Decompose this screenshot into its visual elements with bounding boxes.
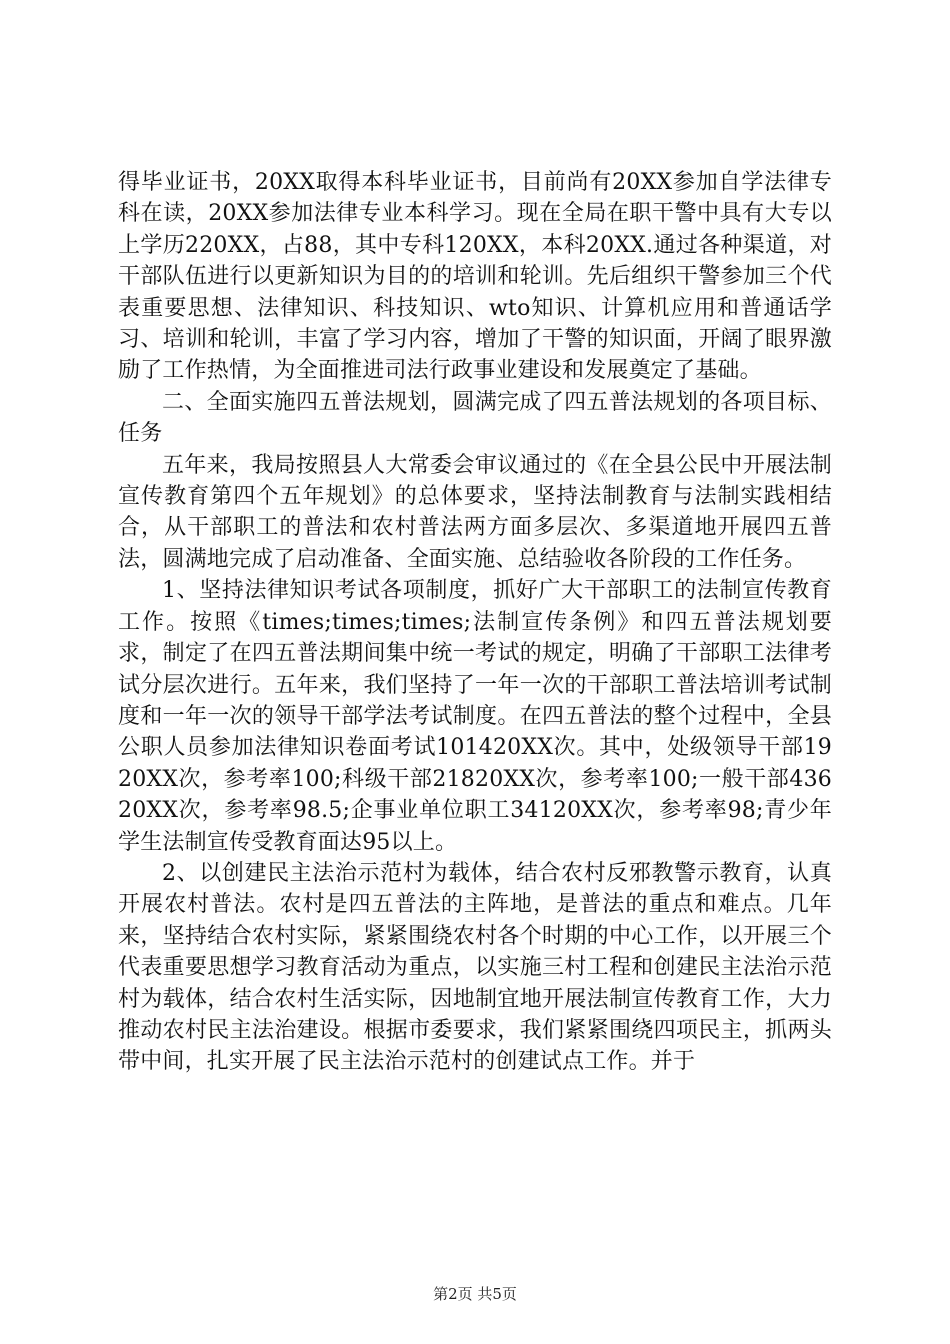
document-body: [118, 167, 832, 1078]
paragraph-item-two: 2、以创建民主法治示范村为载体，结合农村反邪教警示教育，认真开展农村普法。农村是四五普法的主阵地，是普法的重点和难点。几年来，坚持结合农村实际，紧紧围绕农村各个时期的中心工作，以开展三个代表重要思想学习教育活动为重点，以实施三村工程和创建民主法治示范村为载体，结合农村生活实际，因地制宜地开展法制宣传教育工作，大力推动农村民主法治建设。根据市委要求，我们紧紧围绕四项民主，抓两头带中间，扎实开展了民主法治示范村的创建试点工作。并于: [118, 860, 832, 1075]
paragraph-item-one: 1、坚持法律知识考试各项制度，抓好广大干部职工的法制宣传教育工作。按照《times;times;times;法制宣传条例》和四五普法规划要求，制定了在四五普法期间集中统一考试的规定，明确了干部职工法律考试分层次进行。五年来，我们坚持了一年一次的干部职工普法培训考试制度和一年一次的领导干部学法考试制度。在四五普法的整个过程中，全县公职人员参加法律知识卷面考试101420XX次。其中，处级领导干部1920XX次，参考率100;科级干部21820XX次，参考率100;一般干部43620XX次，参考率98.5;企事业单位职工34120XX次，参考率98;青少年学生法制宣传受教育面达95以上。: [118, 578, 832, 855]
paragraph-continuation: 得毕业证书，20XX取得本科毕业证书，目前尚有20XX参加自学法律专科在读，20XX参加法律专业本科学习。现在全局在职干警中具有大专以上学历220XX，占88，其中专科120XX，本科20XX.通过各种渠道，对干部队伍进行以更新知识为目的的培训和轮训。先后组织干警参加三个代表重要思想、法律知识、科技知识、wto知识、计算机应用和普通话学习、培训和轮训，丰富了学习内容，增加了干警的知识面，开阔了眼界激励了工作热情，为全面推进司法行政事业建设和发展奠定了基础。: [118, 170, 832, 384]
page-number-footer: 第2页 共5页: [433, 1285, 517, 1303]
paragraph-five-years: 五年来，我局按照县人大常委会审议通过的《在全县公民中开展法制宣传教育第四个五年规划》的总体要求，坚持法制教育与法制实践相结合，从干部职工的普法和农村普法两方面多层次、多渠道地开展四五普法，圆满地完成了启动准备、全面实施、总结验收各阶段的工作任务。: [118, 452, 832, 572]
section-heading-two: 二、全面实施四五普法规划，圆满完成了四五普法规划的各项目标、任务: [118, 389, 832, 447]
